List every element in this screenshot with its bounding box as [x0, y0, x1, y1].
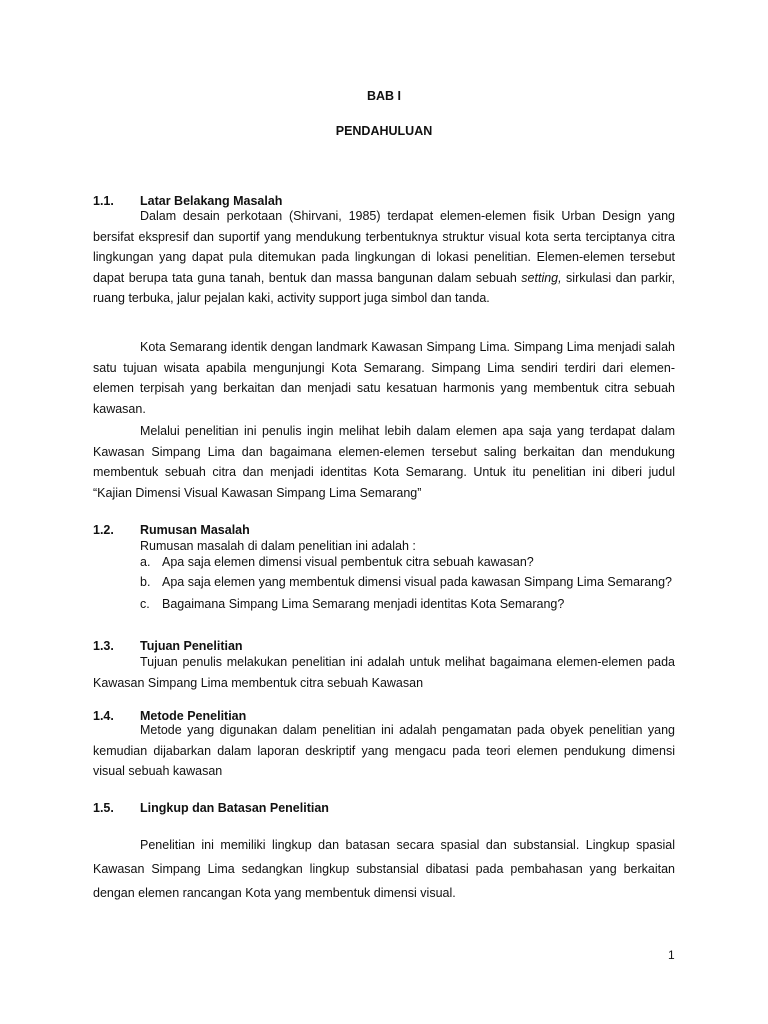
paragraph-text: Dalam desain perkotaan (Shirvani, 1985) terdapat elemen-elemen fisik Urban Design yang bersifat ekspresif dan suportif yang mendukung terbentuknya struktur visual kota serta terciptanya citra lingkungan yang dapat pula ditemukan pada lingkungan di lokasi penelitian. Elemen-elemen tersebut dapat berupa tata guna tanah, bentuk dan massa bangunan dalam sebuah: [93, 209, 675, 285]
problem-list: [140, 554, 675, 612]
section-number: 1.4.: [93, 709, 114, 723]
section-title: Rumusan Masalah: [140, 523, 250, 537]
section-number: 1.3.: [93, 639, 114, 653]
section-heading-1-5: [93, 801, 329, 815]
italic-term: setting,: [521, 270, 562, 285]
list-item: [140, 554, 675, 570]
section-heading-1-2: [93, 523, 250, 537]
list-item: [140, 596, 675, 612]
section-number: 1.1.: [93, 194, 114, 208]
section-1-1-paragraph-2: [93, 337, 675, 419]
list-item-text: Apa saja elemen dimensi visual pembentuk citra sebuah kawasan?: [162, 555, 534, 569]
section-1-3-paragraph: [93, 652, 675, 693]
section-number: 1.2.: [93, 523, 114, 537]
list-item-text: Apa saja elemen yang membentuk dimensi visual pada kawasan Simpang Lima Semarang?: [162, 575, 673, 589]
section-title: Metode Penelitian: [140, 709, 247, 723]
list-item-text: Bagaimana Simpang Lima Semarang menjadi identitas Kota Semarang?: [162, 597, 565, 611]
section-1-1-paragraph-1: [93, 206, 675, 309]
section-title: Lingkup dan Batasan Penelitian: [140, 801, 329, 815]
section-1-1-paragraph-3: [93, 421, 675, 503]
list-item: [140, 570, 675, 594]
paragraph-text: Kota Semarang identik dengan landmark Kawasan Simpang Lima. Simpang Lima menjadi salah satu tujuan wisata apabila mengunjungi Kota Semarang. Simpang Lima sendiri terdiri dari elemen-elemen terpisah yang berkaitan dan menjadi satu kesatuan harmonis yang membentuk citra sebuah kawasan.: [93, 340, 675, 416]
section-1-2-intro: Rumusan masalah di dalam penelitian ini adalah :: [140, 539, 416, 553]
section-heading-1-3: [93, 639, 243, 653]
section-1-4-paragraph: [93, 720, 675, 782]
list-marker: c.: [140, 597, 150, 611]
paragraph-text: Tujuan penulis melakukan penelitian ini adalah untuk melihat bagaimana elemen-elemen pada Kawasan Simpang Lima membentuk citra sebuah Kawasan: [93, 655, 675, 690]
chapter-title: PENDAHULUAN: [335, 124, 433, 138]
paragraph-text: Melalui penelitian ini penulis ingin melihat lebih dalam elemen apa saja yang terdapat dalam Kawasan Simpang Lima dan bagaimana elemen-elemen tersebut saling berkaitan dan mendukung membentuk sebuah citra dan menjadi identitas Kota Semarang. Untuk itu penelitian ini diberi judul “Kajian Dimensi Visual Kawasan Simpang Lima Semarang”: [93, 424, 675, 500]
list-marker: a.: [140, 555, 151, 569]
paragraph-text: Metode yang digunakan dalam penelitian ini adalah pengamatan pada obyek penelitian yang kemudian dijabarkan dalam laporan deskriptif yang mengacu pada teori elemen pendukung dimensi visual sebuah kawasan: [93, 723, 675, 778]
section-1-5-paragraph: [93, 833, 675, 905]
list-marker: b.: [140, 575, 151, 589]
chapter-label: BAB I: [366, 89, 402, 103]
section-title: Latar Belakang Masalah: [140, 194, 283, 208]
section-number: 1.5.: [93, 801, 114, 815]
page-number: 1: [668, 948, 675, 962]
paragraph-text: Penelitian ini memiliki lingkup dan batasan secara spasial dan substansial. Lingkup spasial Kawasan Simpang Lima sedangkan lingkup substansial dibatasi pada pembahasan yang berkaitan dengan elemen rancangan Kota yang membentuk dimensi visual.: [93, 838, 675, 900]
section-title: Tujuan Penelitian: [140, 639, 243, 653]
paragraph-text-tail: sirkulasi dan parkir, ruang terbuka, jalur pejalan kaki, activity support juga simbol dan tanda.: [93, 270, 675, 305]
